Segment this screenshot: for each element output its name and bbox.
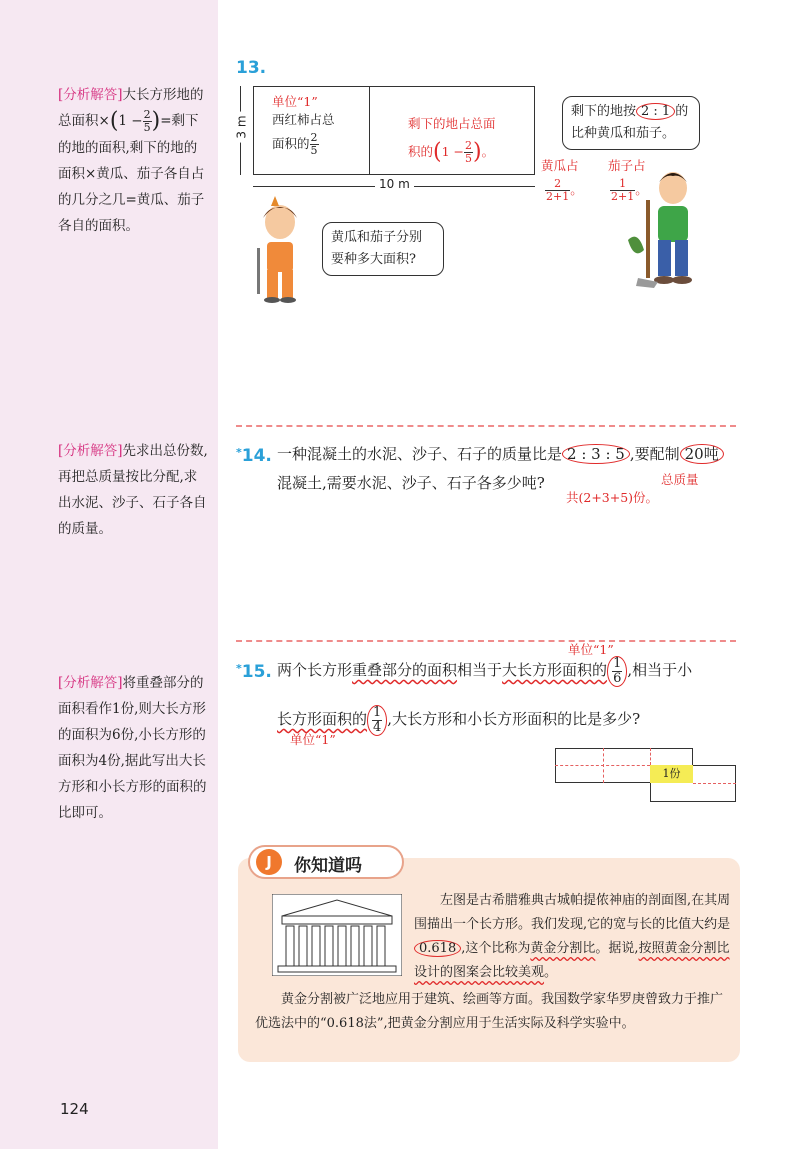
eggplant-share-label: 茄子占 <box>608 158 646 173</box>
grid-dash-line <box>693 783 736 784</box>
question-number-14: *14. <box>236 446 272 466</box>
grid-dash-line <box>603 748 604 783</box>
page-number: 124 <box>60 1100 89 1118</box>
grid-dash-line <box>650 748 651 765</box>
girl-with-trowel-illustration <box>245 196 315 306</box>
eggplant-share-fraction: $\frac{1}{2+1}$ 。 <box>611 177 648 203</box>
cucumber-share-label: 黄瓜占 <box>541 158 579 173</box>
overlap-region: 1份 <box>650 765 693 783</box>
analysis-note-14: [分析解答]先求出总份数,再把总质量按比分配,求出水泥、沙子、石子各自的质量。 <box>58 443 208 537</box>
section-divider <box>236 640 736 642</box>
height-label: 3 m <box>235 111 249 142</box>
total-mass-note: 总质量 <box>661 472 699 487</box>
question-15-line2: 长方形面积的 $\frac{1}{4}$ ,大长方形和小长方形面积的比是多少? <box>277 704 641 735</box>
boy-with-hoe-illustration <box>628 160 708 290</box>
did-you-know-paragraph-1: 左图是古希腊雅典古城帕提侬神庙的剖面图,在其周围描出一个长方形。我们发现,它的宽与长的比值大约是0.618 ,这个比称为黄金分割比。据说,按照黄金分割比设计的图案会比较美观。 <box>414 893 731 980</box>
analysis-tag: [分析解答] <box>58 87 123 103</box>
speech-bubble-girl: 黄瓜和茄子分别 要种多大面积? <box>322 222 444 276</box>
did-you-know-paragraph-2: 黄金分割被广泛地应用于建筑、绘画等方面。我国数学家华罗庚曾致力于推广优选法中的“0.618法”,把黄金分割应用于生活实际及科学实验中。 <box>255 992 724 1031</box>
did-you-know-title: 你知道吗 <box>294 856 362 876</box>
unit-one-bottom-label: 单位“1” <box>290 732 336 747</box>
question-number-13: 13. <box>236 58 267 78</box>
parthenon-illustration <box>272 894 402 976</box>
unit-one-top-label: 单位“1” <box>568 642 614 657</box>
fraction: $\frac{2}{5}$ <box>143 108 151 134</box>
remaining-text-line1: 剩下的地占总面 <box>408 116 496 131</box>
tomato-text-line2: 面积的 $\frac{2}{5}$ <box>272 131 318 157</box>
analysis-tag: [分析解答] <box>58 675 123 691</box>
tomato-text-line1: 西红柿占总 <box>272 112 335 127</box>
did-you-know-header <box>248 845 404 879</box>
total-parts-note: 共(2+3+5)份。 <box>566 490 659 505</box>
info-icon: J <box>256 849 282 875</box>
analysis-note-15: [分析解答]将重叠部分的面积看作1份,则大长方形的面积为6份,小长方形的面积为4份,据此写出大长方形和小长方形的面积的比即可。 <box>58 675 207 821</box>
question-15-line1: 两个长方形重叠部分的面积相当于大长方形面积的 $\frac{1}{6}$ ,相当于小 <box>277 655 693 686</box>
cucumber-share-fraction: $\frac{2}{2+1}$ 。 <box>546 177 583 203</box>
section-divider <box>236 425 736 427</box>
question-number-15: *15. <box>236 662 272 682</box>
field-divider <box>369 87 370 174</box>
analysis-tag: [分析解答] <box>58 443 123 459</box>
question-14-line1: 一种混凝土的水泥、沙子、石子的质量比是 2 : 3 : 5 ,要配制 20吨 <box>277 437 747 471</box>
speech-bubble-boy: 剩下的地按 2 : 1 的 比种黄瓜和茄子。 <box>562 96 700 150</box>
analysis-note-13: [分析解答]大长方形地的总面积×(1 − $\frac{2}{5}$ )=剩下的地的面积,剩下的地的面积×黄瓜、茄子各自占的几分之几=黄瓜、茄子各自的面积。 <box>58 87 205 234</box>
width-label: 10 m <box>375 177 414 191</box>
question-14-line2: 混凝土,需要水泥、沙子、石子各多少吨? <box>277 474 545 492</box>
unit-one-label: 单位“1” <box>272 94 318 109</box>
remaining-text-line2: 积的(1 − $\frac{2}{5}$ )。 <box>408 139 495 165</box>
